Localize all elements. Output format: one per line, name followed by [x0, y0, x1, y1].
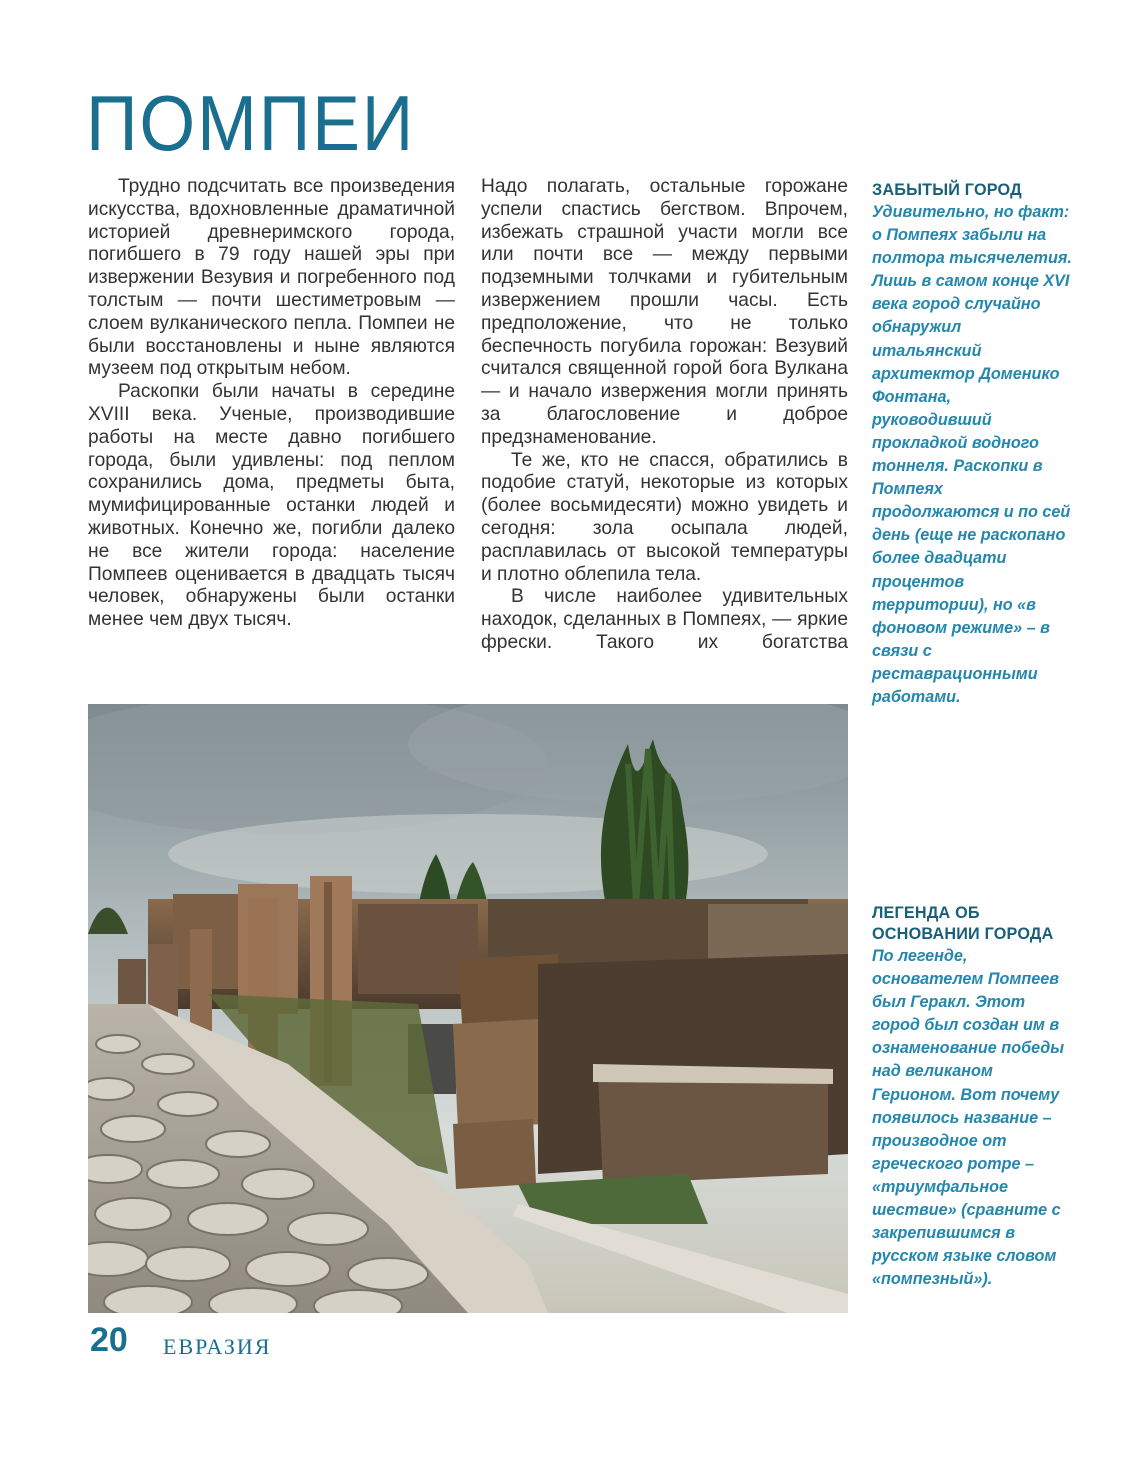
paragraph: Те же, кто не спасся, обратились в подобие статуй, некоторые из которых (более восьмидесяти) можно увидеть и сегодня: зола осыпала людей, расплавилась от высокой температуры и плотно облепила тела.	[481, 449, 848, 585]
text-column-1	[88, 176, 455, 632]
text-column-2	[481, 176, 848, 655]
paragraph: Трудно подсчитать все произведения искусства, вдохновленные драматичной историей древнеримского города, погибшего в 79 году нашей эры при извержении Везувия и погребенного под толстым — почти шестиметровым — слоем вулканического пепла. Помпеи не были восстановлены и ныне являются музеем под открытым небом.	[88, 176, 455, 380]
sidebar-text: Удивительно, но факт: о Помпеях забыли на полтора тысячелетия. Лишь в самом конце XVI века город случайно обнаружил итальянский архитектор Доменико Фонтана, руководивший прокладкой водного тоннеля. Раскопки в Помпеях продолжаются и по сей день (еще не раскопано более двадцати процентов территории), но «в фоновом режиме» – в связи с реставрационными работами.	[872, 203, 1072, 706]
sidebar-heading: ЛЕГЕНДА ОБ ОСНОВАНИИ ГОРОДА	[872, 904, 1054, 943]
paragraph: Раскопки были начаты в середине XVIII века. Ученые, производившие работы на месте давно погибшего города, были удивлены: под пеплом сохранились дома, предметы быта, мумифицированные останки людей и животных. Конечно же, погибли далеко не все жители города: население Помпеев оценивается в двадцать тысяч человек, обнаружены были останки менее чем двух тысяч.	[88, 381, 455, 631]
page-number: 20	[90, 1321, 128, 1359]
paragraph: В числе наиболее удивительных находок, сделанных в Помпеях, — яркие фрески. Такого их богатства	[481, 586, 848, 653]
article-title: ПОМПЕИ	[86, 79, 416, 167]
sidebar-text: По легенде, основателем Помпеев был Геракл. Этот город был создан им в ознаменование победы над великаном Герионом. Вот почему появилось название – производное от греческого pompe – «триумфальное шествие» (сравните с закрепившимся в русском языке словом «помпезный»).	[872, 947, 1065, 1289]
pompeii-street-photo	[88, 704, 848, 1313]
sidebar-heading: ЗАБЫТЫЙ ГОРОД	[872, 181, 1022, 199]
paragraph: Надо полагать, остальные горожане успели спастись бегством. Впрочем, избежать страшной участи могли все или почти все — между первыми подземными толчками и губительным извержением прошли часы. Есть предположение, что не только беспечность погубила горожан: Везувий считался священной горой бога Вулкана — и начало извержения могли принять за благословение и доброе предзнаменование.	[481, 176, 848, 448]
magazine-name: ЕВРАЗИЯ	[163, 1334, 272, 1359]
sidebar-founding-legend	[872, 903, 1072, 1291]
sidebar-forgotten-city	[872, 180, 1072, 709]
